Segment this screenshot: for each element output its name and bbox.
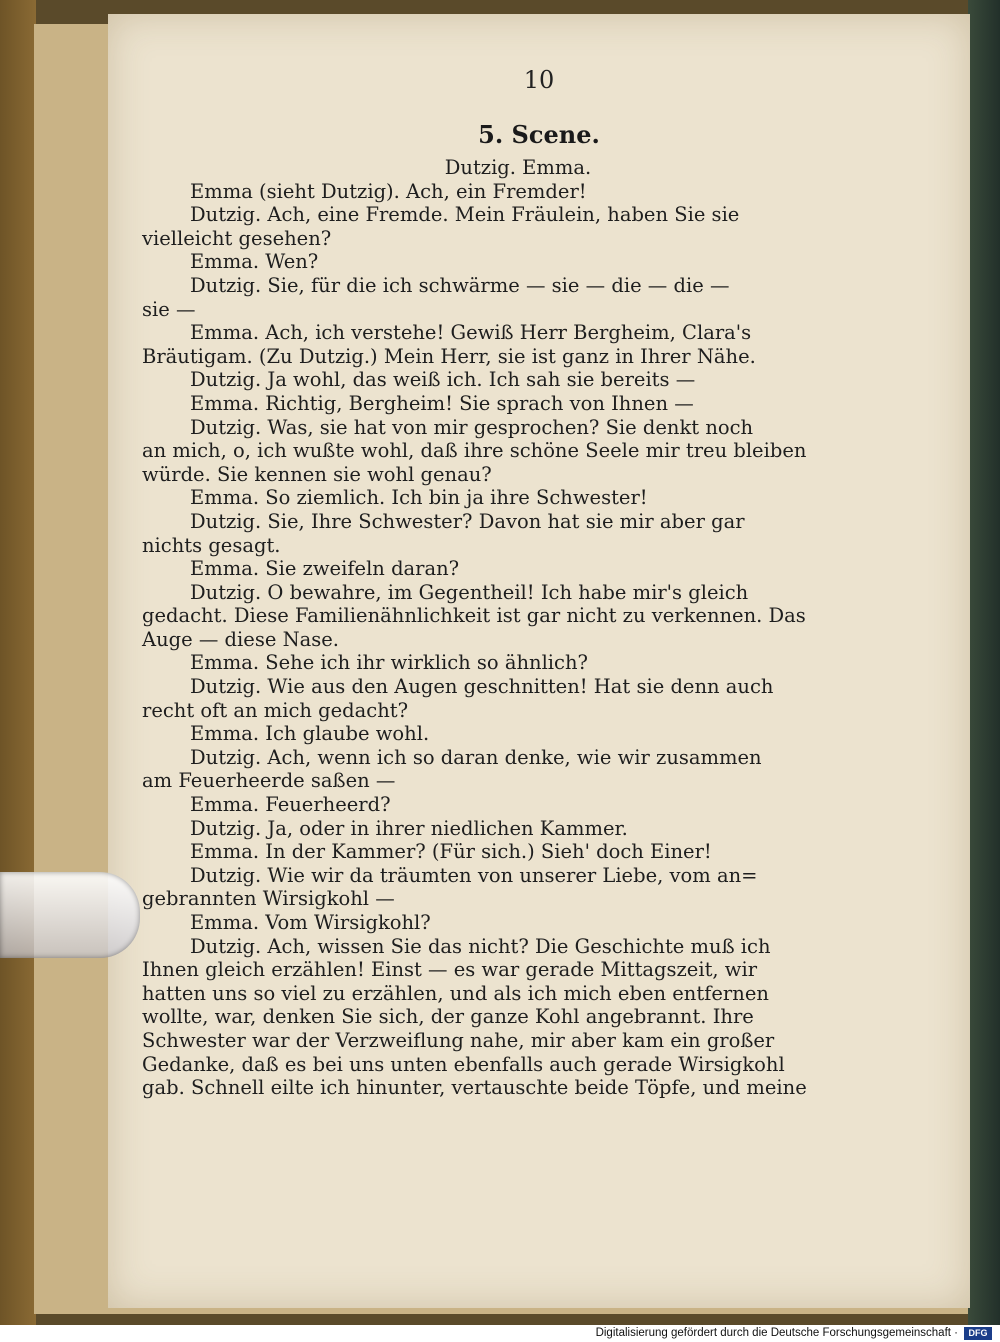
text-line: Emma. In der Kammer? (Für sich.) Sieh' doch Einer!	[190, 840, 712, 864]
text-line: Dutzig. Ach, eine Fremde. Mein Fräulein, haben Sie sie	[190, 203, 740, 227]
text-line: Dutzig. Ach, wenn ich so daran denke, wie wir zusammen	[190, 745, 762, 769]
text-line: gab. Schnell eilte ich hinunter, vertauschte beide Töpfe, und meine	[142, 1076, 807, 1100]
scene-title: 5. Scene.	[478, 120, 600, 149]
footer-bar	[0, 1325, 1000, 1342]
text-line: Dutzig. Ja, oder in ihrer niedlichen Kammer.	[190, 816, 628, 840]
text-line: Emma. Feuerheerd?	[190, 793, 391, 817]
text-line: an mich, o, ich wußte wohl, daß ihre schöne Seele mir treu bleiben	[142, 439, 807, 463]
paper-clip-icon	[0, 872, 140, 958]
text-line: nichts gesagt.	[142, 533, 281, 557]
text-line: Emma. Wen?	[190, 250, 319, 274]
text-line: Dutzig. Was, sie hat von mir gesprochen? Sie denkt noch	[190, 415, 754, 439]
text-line: Emma. Vom Wirsigkohl?	[190, 911, 431, 934]
text-line: Dutzig. Wie wir da träumten von unserer Liebe, vom an=	[190, 863, 758, 887]
footer-credit: Digitalisierung gefördert durch die Deutsche Forschungsgemeinschaft ·	[595, 1327, 958, 1339]
text-line: Emma. Sehe ich ihr wirklich so ähnlich?	[190, 651, 588, 675]
text-line: Dutzig. Wie aus den Augen geschnitten! Hat sie denn auch	[190, 675, 774, 699]
page-number: 10	[523, 66, 555, 94]
text-line: Dutzig. Emma.	[444, 156, 592, 179]
dfg-logo: DFG	[964, 1327, 992, 1340]
text-line: Emma. So ziemlich. Ich bin ja ihre Schwester!	[190, 486, 648, 510]
text-line: gedacht. Diese Familienähnlichkeit ist gar nicht zu verkennen. Das	[142, 604, 806, 628]
text-line: Emma. Ich glaube wohl.	[190, 722, 430, 746]
text-line: Auge — diese Nase.	[142, 627, 339, 651]
text-line: Bräutigam. (Zu Dutzig.) Mein Herr, sie ist ganz in Ihrer Nähe.	[142, 344, 756, 368]
scanner-edge	[968, 0, 1000, 1325]
text-line: Gedanke, daß es bei uns unten ebenfalls auch gerade Wirsigkohl	[142, 1052, 785, 1076]
text-line: sie —	[142, 297, 196, 321]
text-line: Ihnen gleich erzählen! Einst — es war gerade Mittagszeit, wir	[142, 958, 758, 982]
page-text	[142, 156, 894, 1100]
text-line: Dutzig. Ach, wissen Sie das nicht? Die Geschichte muß ich	[190, 934, 771, 958]
text-line: wollte, war, denken Sie sich, der ganze Kohl angebrannt. Ihre	[142, 1005, 754, 1029]
text-line: Dutzig. Sie, für die ich schwärme — sie — die — die —	[190, 273, 730, 297]
text-line: würde. Sie kennen sie wohl genau?	[142, 462, 492, 486]
text-line: Emma. Ach, ich verstehe! Gewiß Herr Bergheim, Clara's	[190, 321, 752, 345]
text-line: am Feuerheerde saßen —	[142, 769, 396, 793]
text-line: Dutzig. Ja wohl, das weiß ich. Ich sah sie bereits —	[190, 368, 696, 392]
text-line: vielleicht gesehen?	[142, 226, 332, 250]
text-line: Schwester war der Verzweiflung nahe, mir aber kam ein großer	[142, 1028, 775, 1052]
text-line: gebrannten Wirsigkohl —	[142, 887, 395, 911]
text-line: Emma. Sie zweifeln daran?	[190, 557, 460, 581]
book-cover-edge	[0, 0, 36, 1325]
text-line: Emma. Richtig, Bergheim! Sie sprach von Ihnen —	[190, 391, 694, 415]
text-line: Dutzig. Sie, Ihre Schwester? Davon hat sie mir aber gar	[190, 509, 745, 533]
text-line: recht oft an mich gedacht?	[142, 698, 409, 722]
text-line: Dutzig. O bewahre, im Gegentheil! Ich habe mir's gleich	[190, 580, 749, 604]
text-line: Emma (sieht Dutzig). Ach, ein Fremder!	[190, 179, 587, 203]
text-line: hatten uns so viel zu erzählen, und als ich mich eben entfernen	[142, 981, 769, 1005]
